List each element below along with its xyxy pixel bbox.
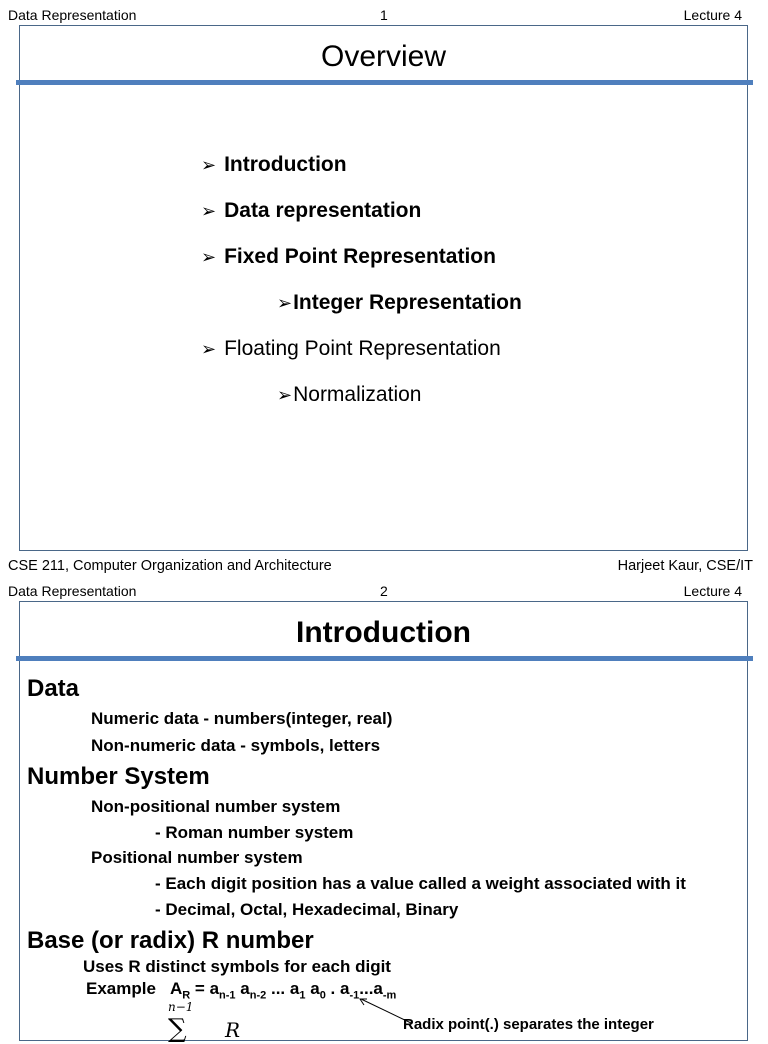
bullet-introduction: ➢ Introduction — [201, 153, 347, 176]
header-left: Data Representation — [8, 7, 137, 23]
slide-title: Overview — [320, 40, 447, 73]
heading-base-radix: Base (or radix) R number — [27, 927, 314, 954]
page-footer — [8, 558, 753, 576]
radix-note: Radix point(.) separates the integer — [403, 1016, 654, 1033]
arrow-bullet-icon: ➢ — [201, 247, 217, 268]
footer-course: CSE 211, Computer Organization and Architecture — [8, 558, 332, 574]
arrow-bullet-icon: ➢ — [201, 155, 217, 176]
summation-symbol: ∑ — [168, 1014, 187, 1044]
arrow-bullet-icon: ➢ — [277, 293, 293, 314]
title-rule — [16, 656, 753, 661]
sum-term-fragment: R — [225, 1018, 241, 1042]
text-line: - Decimal, Octal, Hexadecimal, Binary — [155, 900, 459, 919]
example-label: Example — [86, 979, 156, 998]
bullet-normalization: ➢Normalization — [277, 383, 422, 406]
bullet-integer-representation: ➢Integer Representation — [277, 291, 522, 314]
arrow-bullet-icon: ➢ — [201, 339, 217, 360]
header-right: Lecture 4 — [683, 583, 742, 599]
bullet-fixed-point: ➢ Fixed Point Representation — [201, 245, 496, 268]
heading-data: Data — [27, 675, 80, 702]
arrow-bullet-icon: ➢ — [201, 201, 217, 222]
text-line: Non-numeric data - symbols, letters — [91, 736, 381, 755]
footer-author: Harjeet Kaur, CSE/IT — [617, 558, 753, 574]
title-rule — [16, 80, 753, 85]
example-equation: Example $A_R = a_{n-1}$ $a_{n-2}$ ... $a_1$ $a_0$ . $a_{-1}...a_{-m}$ — [86, 979, 397, 1002]
text-line: - Roman number system — [155, 823, 354, 842]
page-number: 1 — [380, 7, 388, 23]
slide-overview — [19, 25, 748, 551]
text-line: Numeric data - numbers(integer, real) — [91, 709, 393, 728]
arrow-bullet-icon: ➢ — [277, 385, 293, 406]
slide-title: Introduction — [296, 616, 471, 649]
header-right: Lecture 4 — [683, 7, 742, 23]
text-line: Positional number system — [91, 848, 303, 867]
page-header — [8, 7, 756, 25]
page-header — [8, 583, 756, 601]
text-line: Non-positional number system — [91, 797, 341, 816]
text-line: - Each digit position has a value called a weight associated with it — [155, 874, 686, 893]
text-line: Uses R distinct symbols for each digit — [83, 957, 391, 976]
bullet-data-representation: ➢ Data representation — [201, 199, 422, 222]
bullet-floating-point: ➢ Floating Point Representation — [201, 337, 501, 360]
sum-upper-limit: n−1 — [168, 1000, 194, 1014]
header-left: Data Representation — [8, 583, 137, 599]
page-number: 2 — [380, 583, 388, 599]
heading-number-system: Number System — [27, 763, 210, 790]
slide-introduction — [19, 601, 748, 1044]
